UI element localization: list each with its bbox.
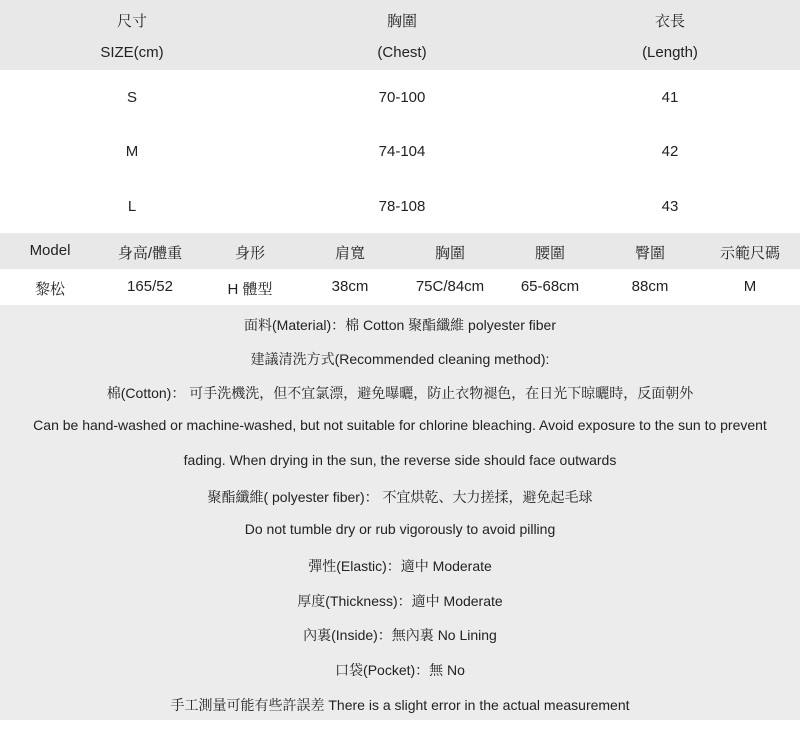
size-cell: L — [127, 198, 137, 215]
size-table-header — [0, 0, 800, 70]
model-table-header — [0, 233, 800, 269]
model-header-cell: 腰圍 — [534, 245, 565, 262]
size-header-zh: 尺寸 — [116, 13, 147, 30]
thickness-note: 厚度(Thickness)：適中 Moderate — [297, 593, 503, 609]
chest-cell: 74-104 — [378, 143, 426, 160]
model-cell: H 體型 — [227, 281, 273, 298]
length-cell: 42 — [661, 143, 679, 160]
model-header-cell: Model — [29, 242, 71, 259]
bottom-margin — [0, 720, 800, 755]
chest-header-en: (Chest) — [377, 44, 427, 61]
chest-header-zh: 胸圍 — [386, 13, 417, 30]
size-cell: S — [126, 89, 137, 106]
length-header-en: (Length) — [642, 44, 698, 61]
model-cell: 黎松 — [34, 281, 65, 298]
pocket-note: 口袋(Pocket)：無 No — [335, 662, 465, 678]
elastic-note: 彈性(Elastic)：適中 Moderate — [308, 558, 492, 574]
measurement-error-note: 手工測量可能有些許誤差 There is a slight error in the actual measurement — [170, 697, 630, 713]
model-cell: 38cm — [331, 278, 369, 295]
length-header-zh: 衣長 — [654, 13, 685, 30]
chest-cell: 78-108 — [378, 198, 426, 215]
model-table-row — [0, 269, 800, 305]
length-cell: 41 — [661, 89, 679, 106]
model-cell: M — [743, 278, 757, 295]
model-header-cell: 胸圍 — [434, 245, 465, 262]
cleaning-heading: 建議清洗方式(Recommended cleaning method): — [250, 351, 550, 367]
size-cell: M — [125, 143, 139, 160]
model-header-cell: 臀圍 — [634, 245, 665, 262]
model-cell: 88cm — [631, 278, 669, 295]
material-note: 面料(Material)：棉 Cotton 聚酯纖維 polyester fiber — [244, 317, 556, 333]
model-header-cell: 身形 — [234, 245, 265, 262]
size-header-en: SIZE(cm) — [100, 44, 164, 61]
polyester-note-en: Do not tumble dry or rub vigorously to avoid pilling — [244, 521, 556, 537]
size-table-body — [0, 70, 800, 232]
lining-note: 內裏(Inside)：無內裏 No Lining — [303, 627, 497, 643]
cotton-note-en-1: Can be hand-washed or machine-washed, but not suitable for chlorine bleaching. Avoid exposure to the sun to prevent — [33, 417, 767, 433]
model-header-cell: 肩寬 — [334, 245, 365, 262]
length-cell: 43 — [661, 198, 679, 215]
polyester-note-zh: 聚酯纖維( polyester fiber)： 不宜烘乾、大力搓揉，避免起毛球 — [207, 489, 593, 505]
model-cell: 165/52 — [127, 278, 173, 295]
cotton-note-zh: 棉(Cotton)： 可手洗機洗，但不宜氯漂，避免曝曬，防止衣物褪色，在日光下晾曬時，反面朝外 — [106, 385, 694, 401]
model-cell: 75C/84cm — [415, 278, 485, 295]
care-notes — [0, 305, 800, 720]
model-header-cell: 身高/體重 — [117, 245, 183, 262]
chest-cell: 70-100 — [378, 89, 426, 106]
model-header-cell: 示範尺碼 — [719, 245, 780, 262]
model-cell: 65-68cm — [520, 278, 580, 295]
cotton-note-en-2: fading. When drying in the sun, the reverse side should face outwards — [183, 452, 617, 468]
